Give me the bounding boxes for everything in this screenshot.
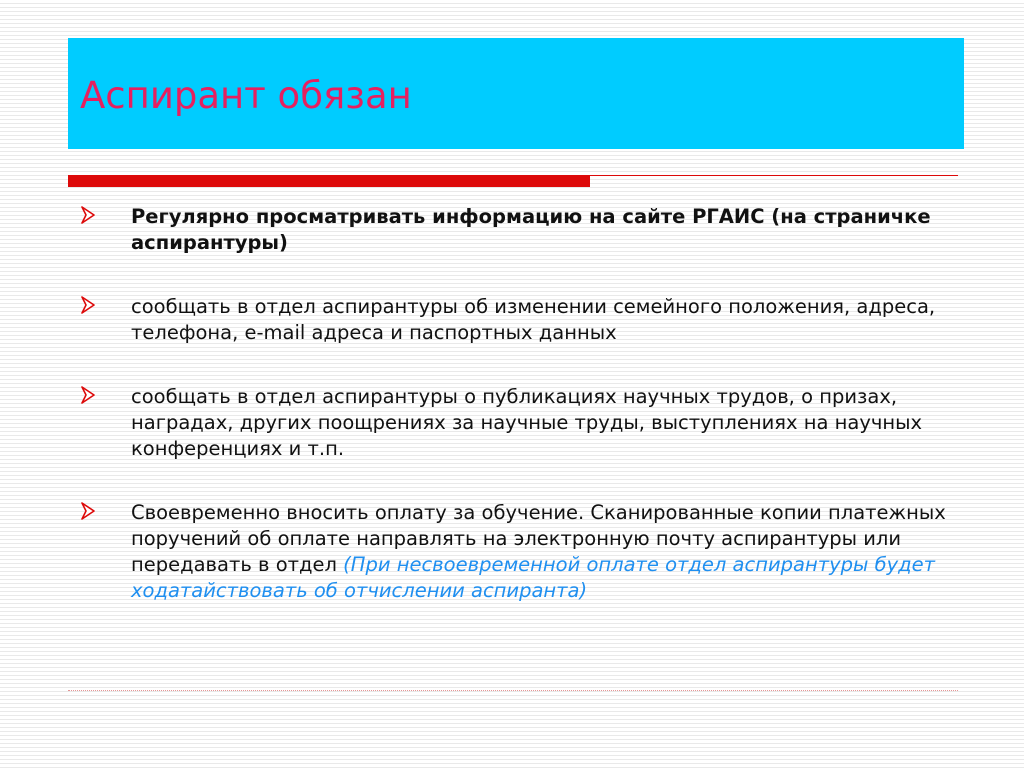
bullet-text: Своевременно вносить оплату за обучение. Сканированные копии платежных поручений об оплате направлять на электронную почту аспирантуры или передавать в отдел bbox=[131, 501, 946, 576]
accent-line bbox=[590, 175, 958, 176]
arrowhead-bullet-icon bbox=[81, 206, 95, 224]
bullet-text: Регулярно просматривать информацию на сайте РГАИС (на страничке аспирантуры) bbox=[131, 205, 931, 254]
title-band bbox=[68, 38, 964, 149]
arrowhead-bullet-icon bbox=[81, 296, 95, 314]
footer-divider bbox=[68, 690, 958, 691]
bullet-text: сообщать в отдел аспирантуры об изменении семейного положения, адреса, телефона, е-mail адреса и паспортных данных bbox=[131, 295, 936, 344]
arrowhead-bullet-icon bbox=[81, 386, 95, 404]
accent-bar bbox=[68, 175, 590, 187]
bullet-item bbox=[78, 294, 968, 346]
bullet-item bbox=[78, 500, 968, 604]
slide-title: Аспирант обязан bbox=[80, 74, 412, 117]
bullet-list bbox=[78, 204, 968, 642]
bullet-text: сообщать в отдел аспирантуры о публикациях научных трудов, о призах, наградах, других поощрениях за научные труды, выступлениях на научных конференциях и т.п. bbox=[131, 385, 923, 460]
arrowhead-bullet-icon bbox=[81, 502, 95, 520]
bullet-item bbox=[78, 204, 968, 256]
bullet-note: (При несвоевременной оплате отдел аспирантуры будет ходатайствовать об отчислении аспиранта) bbox=[131, 553, 935, 602]
bullet-item bbox=[78, 384, 968, 462]
